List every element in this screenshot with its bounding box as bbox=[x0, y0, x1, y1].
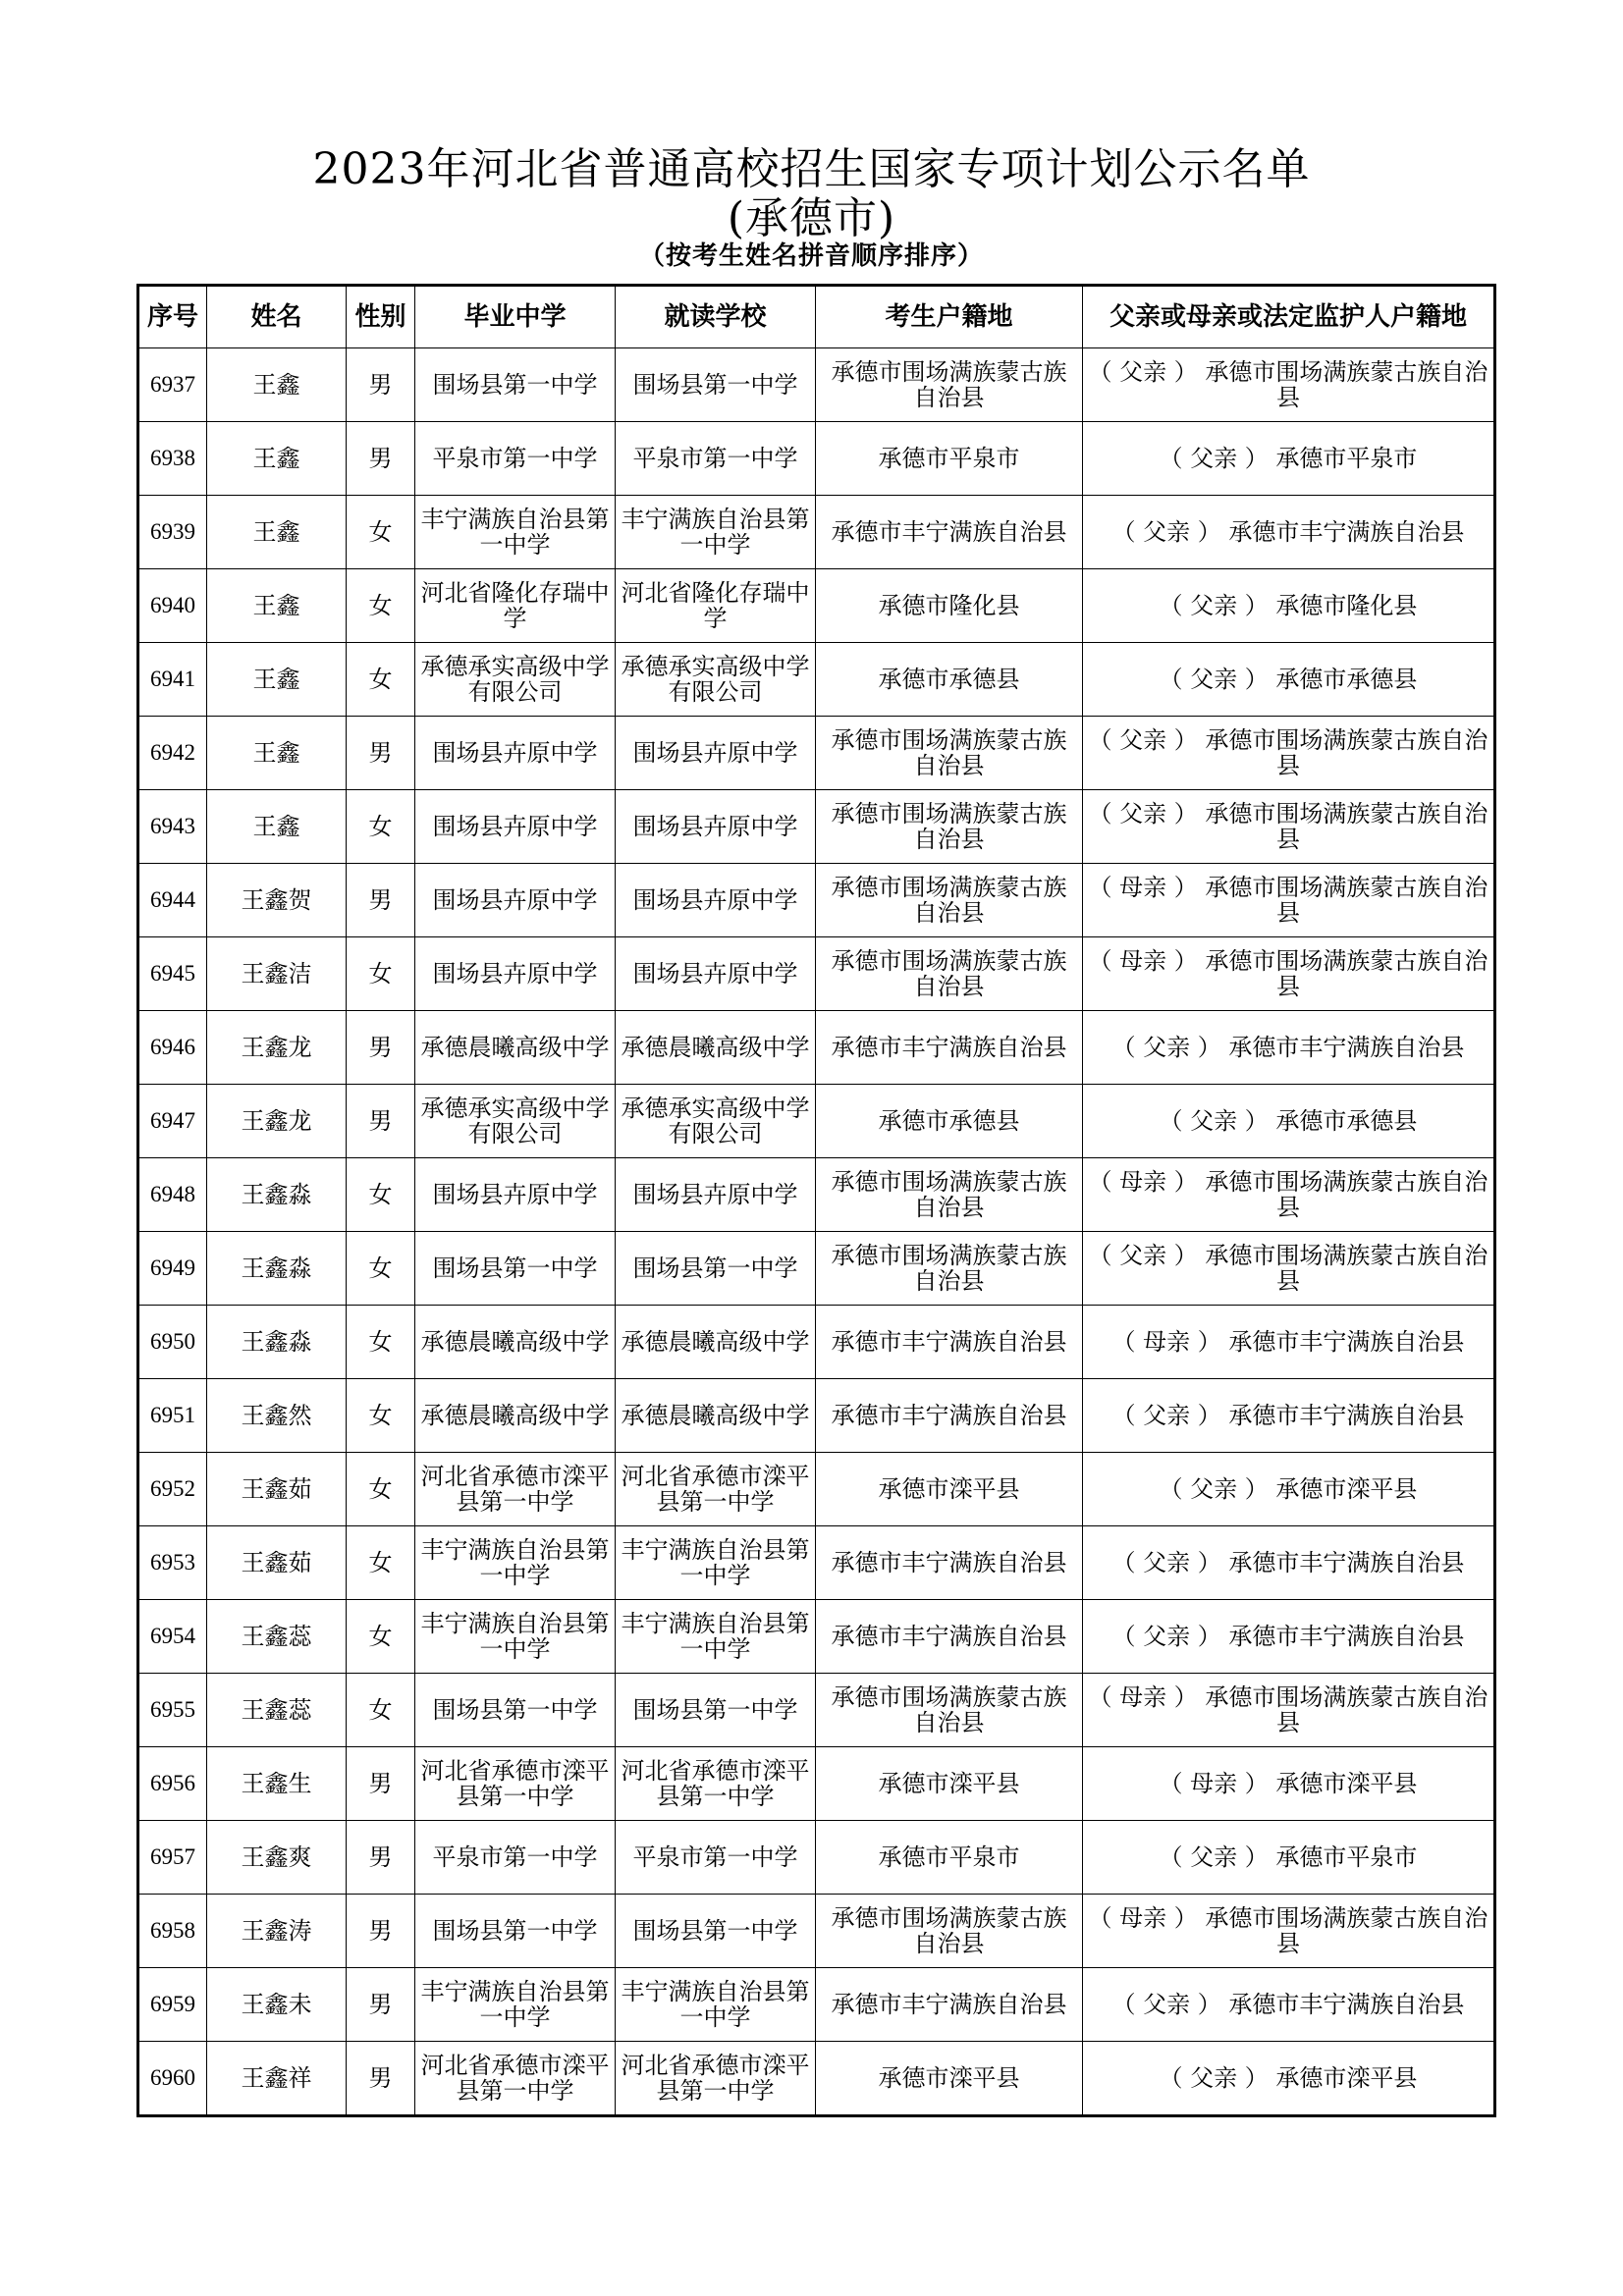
cell-gender: 男 bbox=[347, 1085, 415, 1158]
cell-guardian-hukou: （ 父亲 ） 承德市承德县 bbox=[1083, 1085, 1495, 1158]
cell-name: 王鑫 bbox=[207, 717, 347, 790]
cell-gender: 女 bbox=[347, 937, 415, 1011]
cell-guardian-hukou: （ 父亲 ） 承德市围场满族蒙古族自治县 bbox=[1083, 1232, 1495, 1306]
cell-current-school: 河北省承德市滦平县第一中学 bbox=[616, 1747, 816, 1821]
cell-hukou: 承德市围场满族蒙古族自治县 bbox=[816, 1674, 1083, 1747]
cell-seq: 6944 bbox=[138, 864, 207, 937]
cell-seq: 6951 bbox=[138, 1379, 207, 1453]
cell-gender: 男 bbox=[347, 1895, 415, 1968]
header-grad-school: 毕业中学 bbox=[415, 286, 616, 348]
cell-name: 王鑫蕊 bbox=[207, 1674, 347, 1747]
cell-grad-school: 丰宁满族自治县第一中学 bbox=[415, 496, 616, 569]
header-name: 姓名 bbox=[207, 286, 347, 348]
table-row bbox=[138, 1821, 1495, 1895]
cell-name: 王鑫然 bbox=[207, 1379, 347, 1453]
cell-hukou: 承德市围场满族蒙古族自治县 bbox=[816, 348, 1083, 422]
cell-guardian-hukou: （ 父亲 ） 承德市滦平县 bbox=[1083, 2042, 1495, 2116]
cell-name: 王鑫未 bbox=[207, 1968, 347, 2042]
cell-seq: 6955 bbox=[138, 1674, 207, 1747]
cell-name: 王鑫淼 bbox=[207, 1306, 347, 1379]
table-row bbox=[138, 790, 1495, 864]
cell-grad-school: 承德晨曦高级中学 bbox=[415, 1011, 616, 1085]
cell-name: 王鑫生 bbox=[207, 1747, 347, 1821]
table-header-row bbox=[138, 286, 1495, 348]
cell-current-school: 河北省承德市滦平县第一中学 bbox=[616, 2042, 816, 2116]
header-guardian-hukou: 父亲或母亲或法定监护人户籍地 bbox=[1083, 286, 1495, 348]
cell-guardian-hukou: （ 父亲 ） 承德市丰宁满族自治县 bbox=[1083, 1600, 1495, 1674]
table-row bbox=[138, 422, 1495, 496]
cell-current-school: 围场县卉原中学 bbox=[616, 864, 816, 937]
cell-hukou: 承德市丰宁满族自治县 bbox=[816, 1306, 1083, 1379]
cell-gender: 男 bbox=[347, 1968, 415, 2042]
cell-guardian-hukou: （ 母亲 ） 承德市围场满族蒙古族自治县 bbox=[1083, 864, 1495, 937]
cell-grad-school: 承德承实高级中学有限公司 bbox=[415, 1085, 616, 1158]
cell-name: 王鑫贺 bbox=[207, 864, 347, 937]
cell-current-school: 承德承实高级中学有限公司 bbox=[616, 643, 816, 717]
cell-hukou: 承德市滦平县 bbox=[816, 1453, 1083, 1526]
cell-grad-school: 围场县第一中学 bbox=[415, 1674, 616, 1747]
cell-seq: 6946 bbox=[138, 1011, 207, 1085]
cell-hukou: 承德市丰宁满族自治县 bbox=[816, 1526, 1083, 1600]
cell-guardian-hukou: （ 母亲 ） 承德市围场满族蒙古族自治县 bbox=[1083, 1674, 1495, 1747]
cell-name: 王鑫涛 bbox=[207, 1895, 347, 1968]
cell-hukou: 承德市平泉市 bbox=[816, 422, 1083, 496]
cell-hukou: 承德市滦平县 bbox=[816, 2042, 1083, 2116]
cell-name: 王鑫蕊 bbox=[207, 1600, 347, 1674]
cell-current-school: 围场县第一中学 bbox=[616, 1895, 816, 1968]
cell-hukou: 承德市丰宁满族自治县 bbox=[816, 1379, 1083, 1453]
cell-seq: 6959 bbox=[138, 1968, 207, 2042]
cell-hukou: 承德市围场满族蒙古族自治县 bbox=[816, 1232, 1083, 1306]
cell-hukou: 承德市围场满族蒙古族自治县 bbox=[816, 864, 1083, 937]
cell-seq: 6958 bbox=[138, 1895, 207, 1968]
cell-current-school: 承德晨曦高级中学 bbox=[616, 1379, 816, 1453]
cell-current-school: 围场县第一中学 bbox=[616, 1232, 816, 1306]
table-row bbox=[138, 1526, 1495, 1600]
table-row bbox=[138, 1085, 1495, 1158]
cell-grad-school: 平泉市第一中学 bbox=[415, 422, 616, 496]
cell-current-school: 围场县第一中学 bbox=[616, 348, 816, 422]
cell-hukou: 承德市围场满族蒙古族自治县 bbox=[816, 717, 1083, 790]
document-sort-note: （按考生姓名拼音顺序排序） bbox=[638, 241, 984, 271]
table-row bbox=[138, 1158, 1495, 1232]
cell-seq: 6949 bbox=[138, 1232, 207, 1306]
table-row bbox=[138, 1011, 1495, 1085]
table-row bbox=[138, 496, 1495, 569]
cell-seq: 6953 bbox=[138, 1526, 207, 1600]
cell-current-school: 丰宁满族自治县第一中学 bbox=[616, 1968, 816, 2042]
cell-name: 王鑫茹 bbox=[207, 1453, 347, 1526]
cell-grad-school: 河北省承德市滦平县第一中学 bbox=[415, 1747, 616, 1821]
cell-seq: 6952 bbox=[138, 1453, 207, 1526]
table-row bbox=[138, 1600, 1495, 1674]
cell-seq: 6937 bbox=[138, 348, 207, 422]
cell-current-school: 河北省隆化存瑞中学 bbox=[616, 569, 816, 643]
cell-current-school: 围场县卉原中学 bbox=[616, 790, 816, 864]
cell-seq: 6954 bbox=[138, 1600, 207, 1674]
document-title: 2023年河北省普通高校招生国家专项计划公示名单 bbox=[312, 144, 1311, 194]
cell-hukou: 承德市丰宁满族自治县 bbox=[816, 496, 1083, 569]
cell-current-school: 承德晨曦高级中学 bbox=[616, 1306, 816, 1379]
cell-guardian-hukou: （ 父亲 ） 承德市围场满族蒙古族自治县 bbox=[1083, 790, 1495, 864]
cell-guardian-hukou: （ 父亲 ） 承德市平泉市 bbox=[1083, 1821, 1495, 1895]
cell-gender: 男 bbox=[347, 422, 415, 496]
cell-guardian-hukou: （ 父亲 ） 承德市丰宁满族自治县 bbox=[1083, 1011, 1495, 1085]
table-row bbox=[138, 1306, 1495, 1379]
cell-name: 王鑫茹 bbox=[207, 1526, 347, 1600]
cell-hukou: 承德市滦平县 bbox=[816, 1747, 1083, 1821]
cell-grad-school: 围场县第一中学 bbox=[415, 1895, 616, 1968]
cell-guardian-hukou: （ 父亲 ） 承德市滦平县 bbox=[1083, 1453, 1495, 1526]
cell-gender: 女 bbox=[347, 1158, 415, 1232]
cell-hukou: 承德市丰宁满族自治县 bbox=[816, 1968, 1083, 2042]
cell-grad-school: 围场县卉原中学 bbox=[415, 717, 616, 790]
table-row bbox=[138, 569, 1495, 643]
cell-guardian-hukou: （ 父亲 ） 承德市丰宁满族自治县 bbox=[1083, 1379, 1495, 1453]
cell-guardian-hukou: （ 母亲 ） 承德市围场满族蒙古族自治县 bbox=[1083, 937, 1495, 1011]
cell-name: 王鑫龙 bbox=[207, 1085, 347, 1158]
cell-hukou: 承德市平泉市 bbox=[816, 1821, 1083, 1895]
cell-gender: 女 bbox=[347, 790, 415, 864]
cell-guardian-hukou: （ 母亲 ） 承德市滦平县 bbox=[1083, 1747, 1495, 1821]
header-current-school: 就读学校 bbox=[616, 286, 816, 348]
table-row bbox=[138, 1232, 1495, 1306]
cell-seq: 6939 bbox=[138, 496, 207, 569]
table-row bbox=[138, 1453, 1495, 1526]
cell-name: 王鑫祥 bbox=[207, 2042, 347, 2116]
cell-seq: 6941 bbox=[138, 643, 207, 717]
cell-current-school: 围场县卉原中学 bbox=[616, 937, 816, 1011]
cell-grad-school: 围场县卉原中学 bbox=[415, 790, 616, 864]
cell-gender: 女 bbox=[347, 569, 415, 643]
cell-name: 王鑫 bbox=[207, 422, 347, 496]
cell-guardian-hukou: （ 母亲 ） 承德市围场满族蒙古族自治县 bbox=[1083, 1895, 1495, 1968]
cell-grad-school: 平泉市第一中学 bbox=[415, 1821, 616, 1895]
cell-seq: 6938 bbox=[138, 422, 207, 496]
cell-hukou: 承德市隆化县 bbox=[816, 569, 1083, 643]
cell-gender: 女 bbox=[347, 1674, 415, 1747]
cell-seq: 6957 bbox=[138, 1821, 207, 1895]
cell-gender: 女 bbox=[347, 1526, 415, 1600]
cell-grad-school: 丰宁满族自治县第一中学 bbox=[415, 1968, 616, 2042]
cell-current-school: 丰宁满族自治县第一中学 bbox=[616, 1526, 816, 1600]
cell-current-school: 围场县卉原中学 bbox=[616, 1158, 816, 1232]
table-row bbox=[138, 2042, 1495, 2116]
cell-gender: 男 bbox=[347, 1821, 415, 1895]
cell-seq: 6943 bbox=[138, 790, 207, 864]
table-row bbox=[138, 1379, 1495, 1453]
cell-current-school: 丰宁满族自治县第一中学 bbox=[616, 496, 816, 569]
header-gender: 性别 bbox=[347, 286, 415, 348]
cell-seq: 6948 bbox=[138, 1158, 207, 1232]
cell-current-school: 河北省承德市滦平县第一中学 bbox=[616, 1453, 816, 1526]
cell-seq: 6942 bbox=[138, 717, 207, 790]
table-row bbox=[138, 1674, 1495, 1747]
cell-hukou: 承德市围场满族蒙古族自治县 bbox=[816, 1895, 1083, 1968]
cell-gender: 男 bbox=[347, 864, 415, 937]
cell-name: 王鑫 bbox=[207, 569, 347, 643]
cell-grad-school: 围场县第一中学 bbox=[415, 348, 616, 422]
cell-gender: 男 bbox=[347, 1747, 415, 1821]
cell-gender: 女 bbox=[347, 1600, 415, 1674]
cell-seq: 6950 bbox=[138, 1306, 207, 1379]
cell-guardian-hukou: （ 父亲 ） 承德市围场满族蒙古族自治县 bbox=[1083, 348, 1495, 422]
cell-grad-school: 丰宁满族自治县第一中学 bbox=[415, 1600, 616, 1674]
cell-seq: 6945 bbox=[138, 937, 207, 1011]
cell-hukou: 承德市丰宁满族自治县 bbox=[816, 1011, 1083, 1085]
cell-guardian-hukou: （ 母亲 ） 承德市围场满族蒙古族自治县 bbox=[1083, 1158, 1495, 1232]
cell-name: 王鑫 bbox=[207, 643, 347, 717]
cell-gender: 女 bbox=[347, 1306, 415, 1379]
cell-current-school: 承德晨曦高级中学 bbox=[616, 1011, 816, 1085]
cell-hukou: 承德市围场满族蒙古族自治县 bbox=[816, 790, 1083, 864]
cell-hukou: 承德市围场满族蒙古族自治县 bbox=[816, 937, 1083, 1011]
cell-grad-school: 河北省隆化存瑞中学 bbox=[415, 569, 616, 643]
cell-current-school: 平泉市第一中学 bbox=[616, 422, 816, 496]
cell-hukou: 承德市承德县 bbox=[816, 1085, 1083, 1158]
cell-gender: 女 bbox=[347, 643, 415, 717]
table-row bbox=[138, 717, 1495, 790]
header-seq: 序号 bbox=[138, 286, 207, 348]
cell-current-school: 承德承实高级中学有限公司 bbox=[616, 1085, 816, 1158]
table-row bbox=[138, 1968, 1495, 2042]
cell-hukou: 承德市丰宁满族自治县 bbox=[816, 1600, 1083, 1674]
cell-guardian-hukou: （ 父亲 ） 承德市平泉市 bbox=[1083, 422, 1495, 496]
cell-current-school: 围场县第一中学 bbox=[616, 1674, 816, 1747]
cell-guardian-hukou: （ 父亲 ） 承德市隆化县 bbox=[1083, 569, 1495, 643]
header-hukou: 考生户籍地 bbox=[816, 286, 1083, 348]
cell-grad-school: 围场县卉原中学 bbox=[415, 1158, 616, 1232]
cell-hukou: 承德市承德县 bbox=[816, 643, 1083, 717]
cell-name: 王鑫龙 bbox=[207, 1011, 347, 1085]
cell-seq: 6940 bbox=[138, 569, 207, 643]
cell-name: 王鑫淼 bbox=[207, 1158, 347, 1232]
cell-grad-school: 河北省承德市滦平县第一中学 bbox=[415, 1453, 616, 1526]
cell-gender: 女 bbox=[347, 496, 415, 569]
cell-guardian-hukou: （ 父亲 ） 承德市承德县 bbox=[1083, 643, 1495, 717]
cell-name: 王鑫爽 bbox=[207, 1821, 347, 1895]
cell-gender: 男 bbox=[347, 1011, 415, 1085]
cell-seq: 6960 bbox=[138, 2042, 207, 2116]
cell-current-school: 围场县卉原中学 bbox=[616, 717, 816, 790]
document-subtitle-city: (承德市) bbox=[727, 193, 896, 243]
table-row bbox=[138, 643, 1495, 717]
cell-name: 王鑫 bbox=[207, 348, 347, 422]
cell-gender: 男 bbox=[347, 2042, 415, 2116]
cell-grad-school: 承德晨曦高级中学 bbox=[415, 1306, 616, 1379]
cell-grad-school: 丰宁满族自治县第一中学 bbox=[415, 1526, 616, 1600]
cell-gender: 女 bbox=[347, 1453, 415, 1526]
cell-grad-school: 围场县卉原中学 bbox=[415, 937, 616, 1011]
table-row bbox=[138, 864, 1495, 937]
cell-gender: 女 bbox=[347, 1379, 415, 1453]
cell-guardian-hukou: （ 父亲 ） 承德市丰宁满族自治县 bbox=[1083, 1968, 1495, 2042]
cell-name: 王鑫 bbox=[207, 790, 347, 864]
cell-grad-school: 围场县第一中学 bbox=[415, 1232, 616, 1306]
table-row bbox=[138, 348, 1495, 422]
cell-guardian-hukou: （ 父亲 ） 承德市丰宁满族自治县 bbox=[1083, 496, 1495, 569]
cell-seq: 6947 bbox=[138, 1085, 207, 1158]
table-row bbox=[138, 937, 1495, 1011]
cell-guardian-hukou: （ 父亲 ） 承德市围场满族蒙古族自治县 bbox=[1083, 717, 1495, 790]
cell-current-school: 平泉市第一中学 bbox=[616, 1821, 816, 1895]
cell-gender: 男 bbox=[347, 348, 415, 422]
cell-name: 王鑫洁 bbox=[207, 937, 347, 1011]
cell-gender: 男 bbox=[347, 717, 415, 790]
cell-seq: 6956 bbox=[138, 1747, 207, 1821]
cell-grad-school: 承德承实高级中学有限公司 bbox=[415, 643, 616, 717]
cell-gender: 女 bbox=[347, 1232, 415, 1306]
cell-current-school: 丰宁满族自治县第一中学 bbox=[616, 1600, 816, 1674]
cell-guardian-hukou: （ 母亲 ） 承德市丰宁满族自治县 bbox=[1083, 1306, 1495, 1379]
cell-name: 王鑫淼 bbox=[207, 1232, 347, 1306]
table-row bbox=[138, 1895, 1495, 1968]
cell-grad-school: 河北省承德市滦平县第一中学 bbox=[415, 2042, 616, 2116]
cell-name: 王鑫 bbox=[207, 496, 347, 569]
candidate-table bbox=[136, 284, 1496, 2117]
cell-guardian-hukou: （ 父亲 ） 承德市丰宁满族自治县 bbox=[1083, 1526, 1495, 1600]
cell-grad-school: 承德晨曦高级中学 bbox=[415, 1379, 616, 1453]
cell-grad-school: 围场县卉原中学 bbox=[415, 864, 616, 937]
table-row bbox=[138, 1747, 1495, 1821]
cell-hukou: 承德市围场满族蒙古族自治县 bbox=[816, 1158, 1083, 1232]
